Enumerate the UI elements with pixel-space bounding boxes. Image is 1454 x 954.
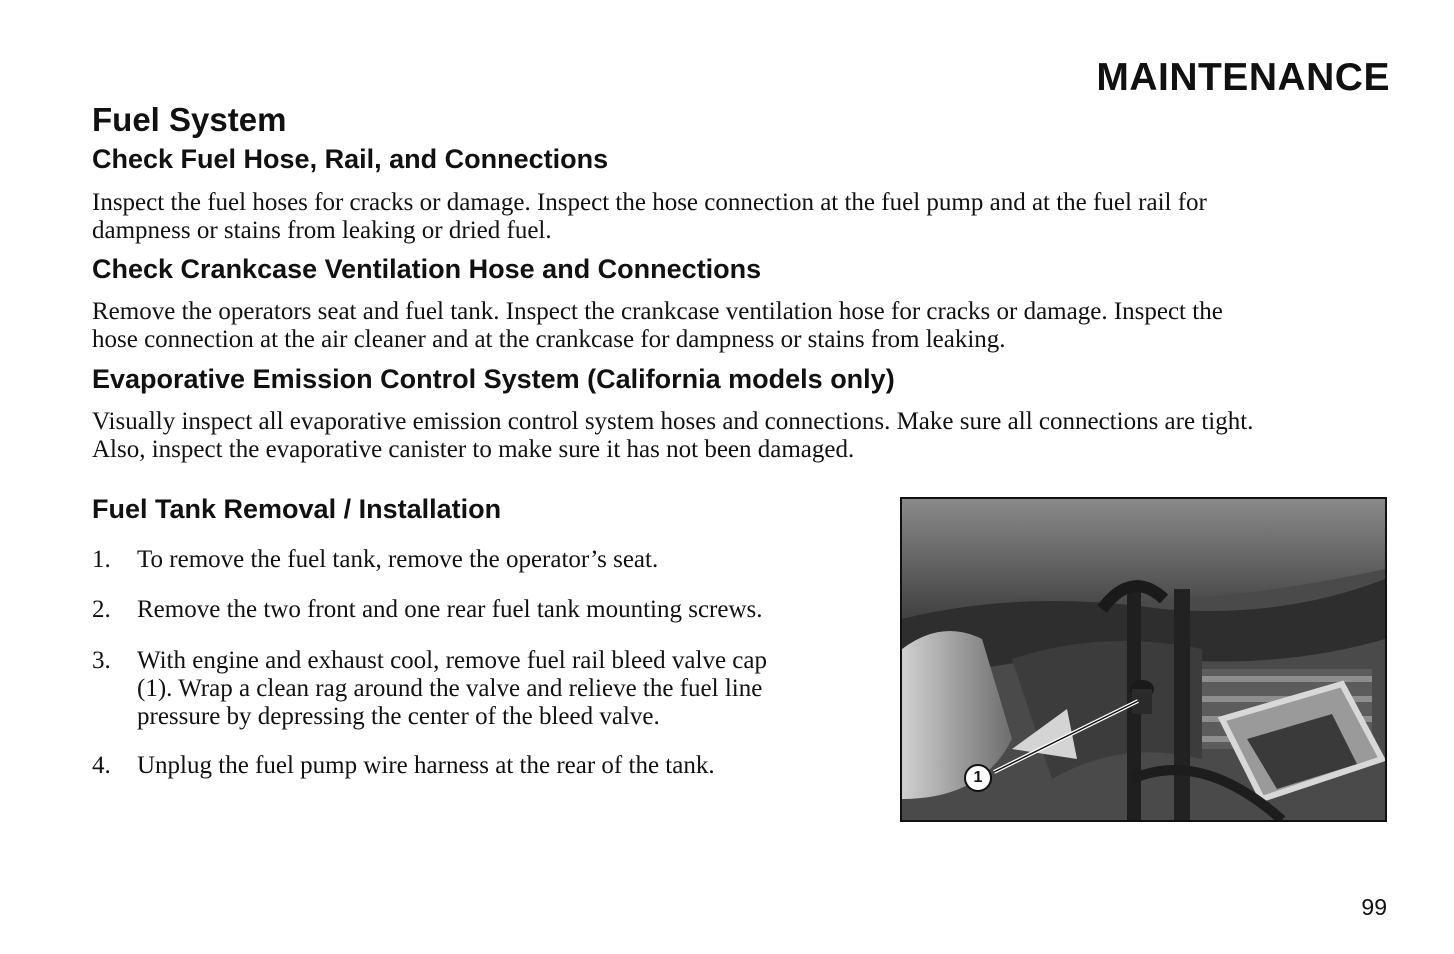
step-line: (1). Wrap a clean rag around the valve and relieve the fuel line — [137, 675, 763, 702]
step-number: 2. — [92, 596, 111, 623]
paragraph-line: Also, inspect the evaporative canister to make sure it has not been damaged. — [92, 436, 855, 463]
section-header: MAINTENANCE — [1096, 56, 1390, 99]
step-line: To remove the fuel tank, remove the operator’s seat. — [137, 546, 659, 573]
step-line: With engine and exhaust cool, remove fuel rail bleed valve cap — [137, 647, 767, 674]
paragraph-line: Inspect the fuel hoses for cracks or damage. Inspect the hose connection at the fuel pump and at the fuel rail for — [92, 189, 1207, 216]
heading-fuel-hose: Check Fuel Hose, Rail, and Connections — [92, 144, 609, 174]
step-line: Unplug the fuel pump wire harness at the rear of the tank. — [137, 752, 715, 779]
heading-crankcase: Check Crankcase Ventilation Hose and Connections — [92, 254, 762, 284]
paragraph-fuel-hose — [92, 189, 1402, 245]
step-line: Remove the two front and one rear fuel tank mounting screws. — [137, 596, 763, 623]
heading-tank-removal: Fuel Tank Removal / Installation — [92, 494, 502, 524]
step-number: 1. — [92, 546, 111, 573]
paragraph-line: Visually inspect all evaporative emission control system hoses and connections. Make sure all connections are tight. — [92, 408, 1254, 435]
step-number: 3. — [92, 647, 111, 674]
paragraph-crankcase — [92, 298, 1402, 354]
page-number: 99 — [1361, 894, 1387, 920]
step-line: pressure by depressing the center of the bleed valve. — [137, 703, 660, 730]
heading-evap: Evaporative Emission Control System (California models only) — [92, 364, 895, 394]
paragraph-line: dampness or stains from leaking or dried fuel. — [92, 217, 552, 244]
step-number: 4. — [92, 752, 111, 779]
paragraph-line: Remove the operators seat and fuel tank. Inspect the crankcase ventilation hose for cracks or damage. Inspect the — [92, 298, 1223, 325]
callout-marker — [964, 764, 992, 792]
paragraph-line: hose connection at the air cleaner and at the crankcase for dampness or stains from leaking. — [92, 326, 1006, 353]
paragraph-evap — [92, 408, 1402, 464]
fuel-rail-photo — [900, 497, 1387, 822]
page-title: Fuel System — [92, 101, 287, 138]
callout-number: 1 — [973, 769, 983, 786]
